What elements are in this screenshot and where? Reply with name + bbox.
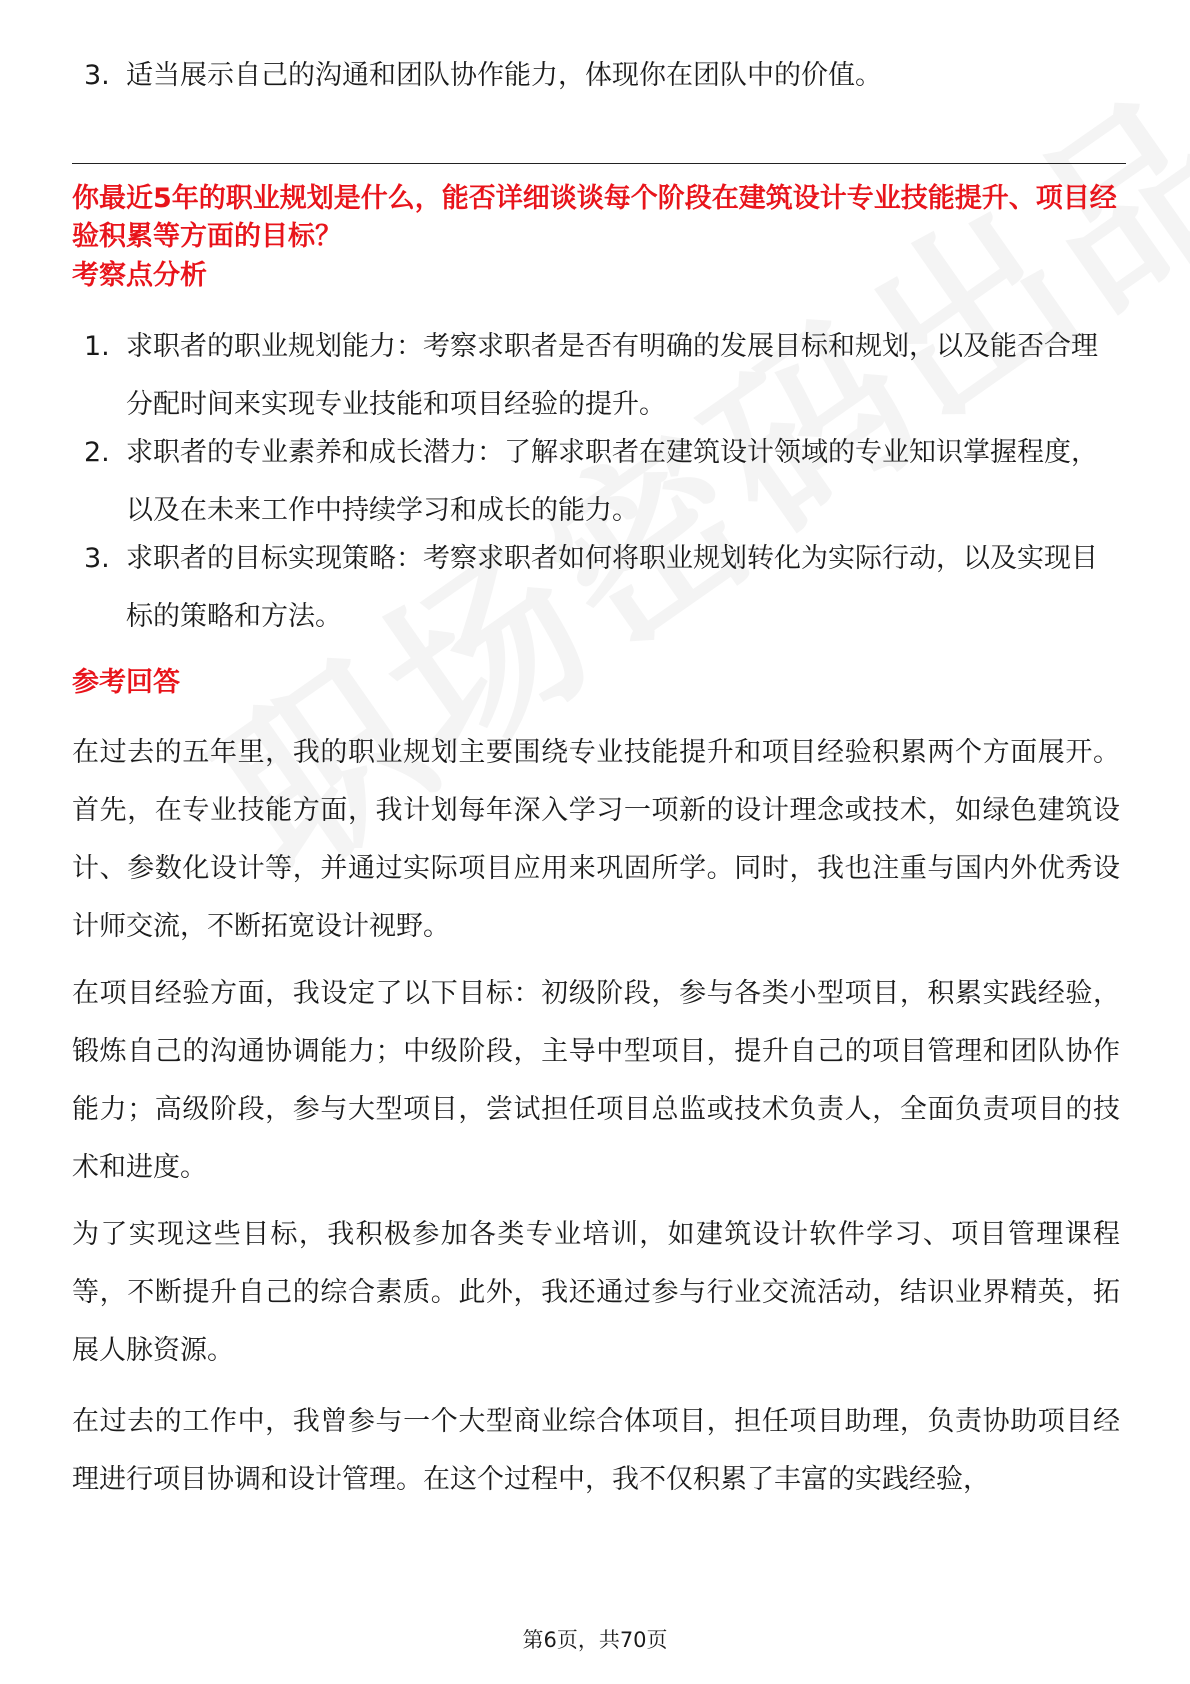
section-divider <box>72 163 1126 164</box>
answer-paragraph-3: 为了实现这些目标，我积极参加各类专业培训，如建筑设计软件学习、项目管理课程等，不断提升自己的综合素质。此外，我还通过参与行业交流活动，结识业界精英，拓展人脉资源。 <box>72 1219 1120 1366</box>
list-item-number: 3. <box>84 60 110 91</box>
answer-paragraph-4: 在过去的工作中，我曾参与一个大型商业综合体项目，担任项目助理，负责协助项目经理进行项目协调和设计管理。在这个过程中，我不仅积累了丰富的实践经验， <box>72 1406 1120 1495</box>
question-heading: 你最近5年的职业规划是什么，能否详细谈谈每个阶段在建筑设计专业技能提升、项目经验积累等方面的目标？ <box>72 183 1117 252</box>
list-item-text: 适当展示自己的沟通和团队协作能力，体现你在团队中的价值。 <box>126 60 882 91</box>
list-item <box>84 47 1124 105</box>
answer-paragraph-1: 在过去的五年里，我的职业规划主要围绕专业技能提升和项目经验积累两个方面展开。首先，在专业技能方面，我计划每年深入学习一项新的设计理念或技术，如绿色建筑设计、参数化设计等，并通过实际项目应用来巩固所学。同时，我也注重与国内外优秀设计师交流，不断拓宽设计视野。 <box>72 737 1120 942</box>
list-item-number: 2. <box>84 437 110 468</box>
list-item-text: 求职者的职业规划能力：考察求职者是否有明确的发展目标和规划，以及能否合理分配时间来实现专业技能和项目经验的提升。 <box>126 331 1098 420</box>
answer-heading: 参考回答 <box>72 667 180 698</box>
analysis-heading: 考察点分析 <box>72 260 207 291</box>
list-item-number: 3. <box>84 543 110 574</box>
list-item-text: 求职者的专业素养和成长潜力：了解求职者在建筑设计领域的专业知识掌握程度，以及在未来工作中持续学习和成长的能力。 <box>126 437 1098 526</box>
list-item-text: 求职者的目标实现策略：考察求职者如何将职业规划转化为实际行动，以及实现目标的策略和方法。 <box>126 543 1098 632</box>
page-number-footer: 第6页，共70页 <box>522 1628 668 1652</box>
list-item-number: 1. <box>84 331 110 362</box>
answer-paragraph-2: 在项目经验方面，我设定了以下目标：初级阶段，参与各类小型项目，积累实践经验，锻炼自己的沟通协调能力；中级阶段，主导中型项目，提升自己的项目管理和团队协作能力；高级阶段，参与大型项目，尝试担任项目总监或技术负责人，全面负责项目的技术和进度。 <box>72 978 1120 1183</box>
analysis-item-3 <box>84 530 1124 646</box>
analysis-item-1 <box>84 318 1124 434</box>
analysis-item-2 <box>84 424 1124 540</box>
